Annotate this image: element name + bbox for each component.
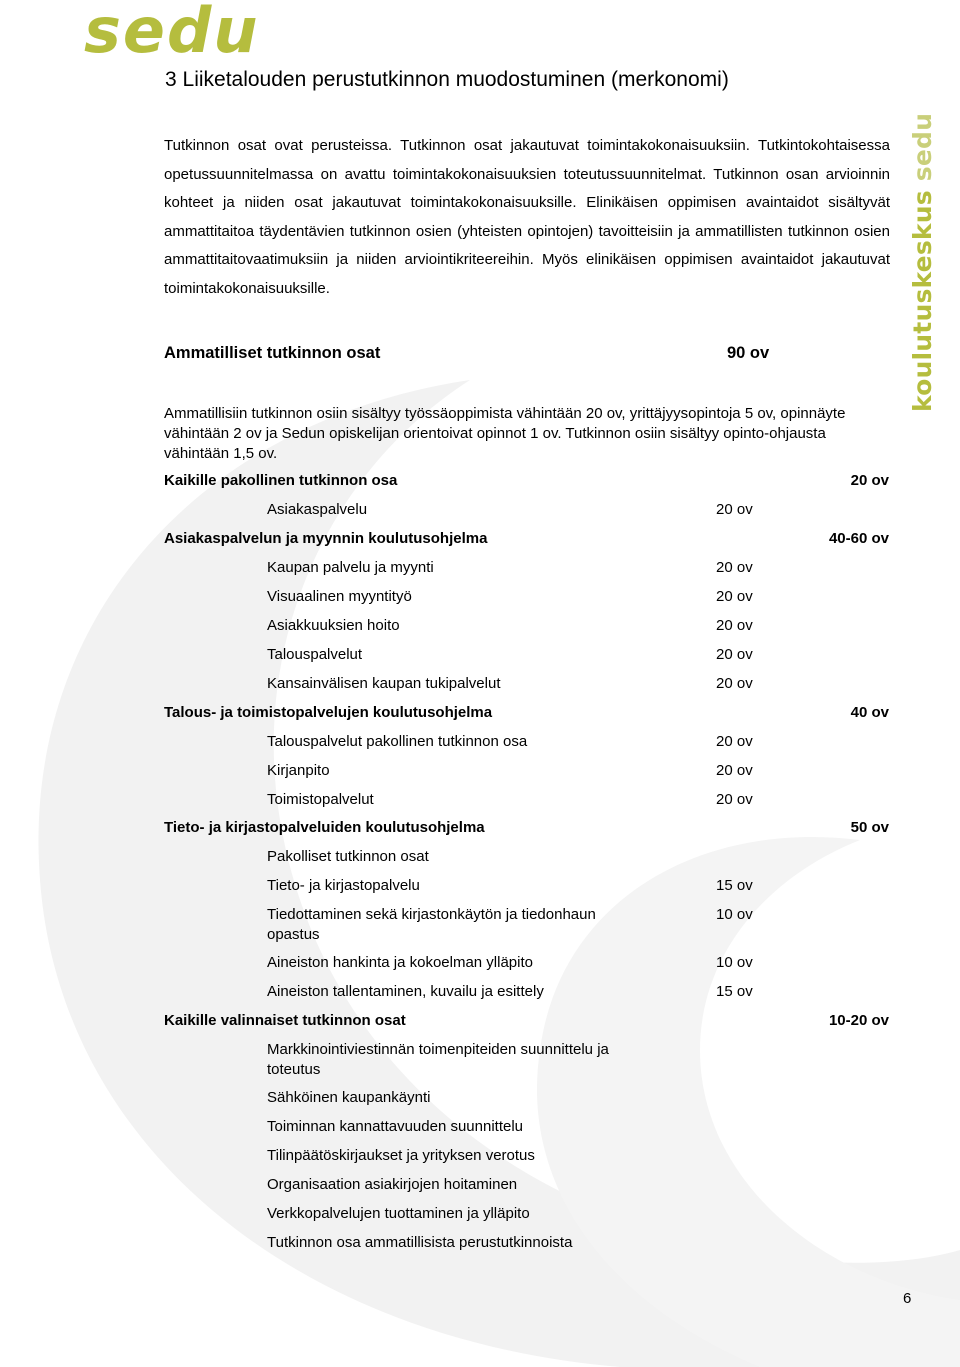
section-total: 90 ov xyxy=(727,344,770,362)
item-name: Pakolliset tutkinnon osat xyxy=(267,848,429,865)
item-ov: 20 ov xyxy=(716,762,753,779)
side-text-primary: koulutuskeskus xyxy=(908,190,937,412)
group-ov: 20 ov xyxy=(850,472,889,489)
item-ov: 20 ov xyxy=(716,733,753,750)
item-name: Tilinpäätöskirjaukset ja yrityksen verotus xyxy=(267,1147,535,1164)
item-ov: 20 ov xyxy=(716,675,753,692)
item-name: Organisaation asiakirjojen hoitaminen xyxy=(267,1176,518,1193)
item-name: Kirjanpito xyxy=(267,762,330,779)
item-name: Aineiston tallentaminen, kuvailu ja esittely xyxy=(267,983,544,1000)
item-ov: 20 ov xyxy=(716,501,753,518)
section-heading: Ammatilliset tutkinnon osat xyxy=(164,344,381,362)
group-name: Kaikille valinnaiset tutkinnon osat xyxy=(164,1012,406,1029)
section-heading-row xyxy=(164,344,784,363)
group-name: Tieto- ja kirjastopalveluiden koulutusohjelma xyxy=(164,819,485,836)
item-name: Aineiston hankinta ja kokoelman ylläpito xyxy=(267,954,533,971)
item-name: Tutkinnon osa ammatillisista perustutkinnoista xyxy=(267,1234,573,1251)
item-name: Kaupan palvelu ja myynti xyxy=(267,559,434,576)
intro-paragraph: Tutkinnon osat ovat perusteissa. Tutkinnon osat jakautuvat toimintakokonaisuuksiin. Tutkintokohtaisessa opetussuunnitelmassa on avattu toimintakokonaisuuksien toteutussuunnitelmat. Tutkinnon osan arvioinnin kohteet ja niiden osat jakautuvat toimintakokonaisuuksille. Elinikäisen oppimisen avaintaidot sisältyvät ammattitaitoa täydentävien tutkinnon osien (yhteisten opintojen) tavoitteisiin ja ammatillisten tutkinnon osien ammattitaitovaatimuksiin ja niiden arviointikriteereihin. Myös elinikäisen oppimisen avaintaidot jakautuvat toimintakokonaisuuksille. xyxy=(164,137,890,297)
item-name: Toimistopalvelut xyxy=(267,791,374,808)
group-name: Talous- ja toimistopalvelujen koulutusohjelma xyxy=(164,704,493,721)
item-name: Sähköinen kaupankäynti xyxy=(267,1089,431,1106)
item-name: Tieto- ja kirjastopalvelu xyxy=(267,877,420,894)
item-name: Talouspalvelut pakollinen tutkinnon osa xyxy=(267,733,528,750)
item-ov: 20 ov xyxy=(716,617,753,634)
logo-text: sedu xyxy=(84,0,260,67)
page-number: 6 xyxy=(903,1290,912,1307)
group-ov: 40 ov xyxy=(850,704,889,721)
item-name: Asiakaspalvelu xyxy=(267,501,368,518)
item-name: Tiedottaminen sekä kirjastonkäytön ja tiedonhaun opastus xyxy=(267,906,596,943)
item-name: Talouspalvelut xyxy=(267,646,363,663)
item-ov: 20 ov xyxy=(716,791,753,808)
item-name: Visuaalinen myyntityö xyxy=(267,588,412,605)
group-name: Asiakaspalvelun ja myynnin koulutusohjelma xyxy=(164,530,488,547)
side-brand-text xyxy=(908,113,937,412)
section-title: 3 Liiketalouden perustutkinnon muodostuminen (merkonomi) xyxy=(165,68,729,91)
item-name: Asiakkuuksien hoito xyxy=(267,617,400,634)
group-ov: 40-60 ov xyxy=(828,530,889,547)
side-text-brand: sedu xyxy=(908,112,937,182)
group-ov: 10-20 ov xyxy=(828,1012,889,1029)
item-ov: 20 ov xyxy=(716,588,753,605)
sedu-logo xyxy=(84,0,260,67)
item-name: Verkkopalvelujen tuottaminen ja ylläpito xyxy=(267,1205,530,1222)
item-ov: 10 ov xyxy=(716,906,753,923)
item-ov: 10 ov xyxy=(716,954,753,971)
group-ov: 50 ov xyxy=(850,819,889,836)
item-name: Kansainvälisen kaupan tukipalvelut xyxy=(267,675,501,692)
item-ov: 15 ov xyxy=(716,983,753,1000)
item-ov: 15 ov xyxy=(716,877,753,894)
group-name: Kaikille pakollinen tutkinnon osa xyxy=(164,472,398,489)
section-description: Ammatillisiin tutkinnon osiin sisältyy työssäoppimista vähintään 20 ov, yrittäjyysopintoja 5 ov, opinnäyte vähintään 2 ov ja Sedun opiskelijan orientoivat opinnot 1 ov. Tutkinnon osiin sisältyy opinto-ohjausta vähintään 1,5 ov. xyxy=(164,405,846,462)
item-ov: 20 ov xyxy=(716,559,753,576)
item-ov: 20 ov xyxy=(716,646,753,663)
item-name: Markkinointiviestinnän toimenpiteiden suunnittelu ja toteutus xyxy=(267,1041,609,1078)
item-name: Toiminnan kannattavuuden suunnittelu xyxy=(267,1118,524,1135)
